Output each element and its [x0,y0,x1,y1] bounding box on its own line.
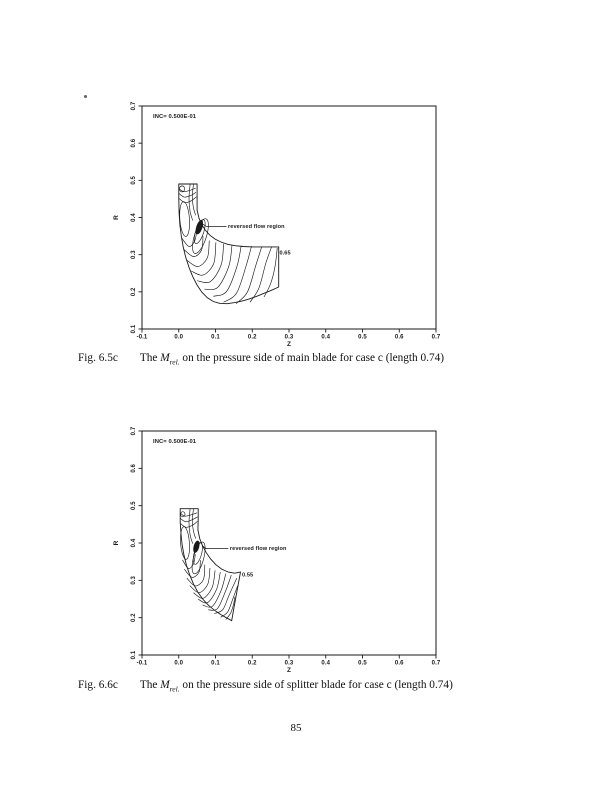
figure-caption-6-6c [78,679,453,693]
x-tick-label: 0.5 [358,334,367,341]
caption-lead: The [139,352,161,364]
y-axis-title: R [113,540,120,546]
y-tick-label: 0.2 [131,287,137,297]
y-tick-label: 0.3 [131,250,138,259]
page-number: 85 [290,722,302,734]
y-tick-label: 0.7 [131,426,137,436]
contour-line [180,513,197,516]
x-tick-label: 0.1 [211,660,220,667]
annotation-leader-line [202,546,228,549]
caption-text [139,679,453,694]
x-tick-label: 0.4 [321,334,331,341]
contour-increment-label: INC= 0.500E-01 [153,114,197,120]
x-axis-title: Z [286,667,292,674]
y-tick-label: 0.1 [131,324,137,334]
y-tick-label: 0.6 [131,464,137,473]
contour-line [264,248,277,297]
contour-loop [179,526,190,559]
contour-line [187,241,210,267]
y-tick-label: 0.5 [131,176,137,185]
contour-value-label: 0.55 [241,572,254,579]
x-tick-label: 0.2 [247,660,257,667]
x-tick-label: 0.7 [431,334,441,341]
x-axis-title: Z [286,341,292,348]
contour-plot-main-blade [100,92,460,354]
contour-line [191,242,216,275]
x-tick-label: 0.3 [284,334,294,341]
x-tick-label: 0.7 [431,660,441,667]
x-tick-label: 0.3 [284,660,294,667]
figure-label: Fig. 6.5c [78,352,118,364]
y-tick-label: 0.4 [131,213,137,222]
contour-line [179,197,196,203]
x-tick-label: -0.1 [136,660,148,667]
y-tick-label: 0.4 [131,538,137,548]
x-tick-label: 0.6 [394,334,404,341]
contour-value-label: 0.65 [279,250,291,257]
stray-ink-dot [84,95,87,98]
x-tick-label: 0.0 [174,334,184,341]
annotation-text: reversed flow region [229,546,287,553]
caption-rest: on the pressure side of splitter blade for case c (length 0.74) [179,679,453,691]
x-tick-label: 0.2 [247,334,257,341]
figure-caption-6-5c [78,352,444,366]
math-variable: M [160,679,170,691]
y-tick-label: 0.5 [131,501,137,510]
contour-line [197,244,224,283]
math-variable: M [160,352,170,364]
contour-line [224,246,252,302]
caption-lead: The [139,679,161,691]
x-tick-label: -0.1 [136,334,148,341]
caption-text [139,352,445,367]
x-tick-label: 0.5 [358,660,367,667]
y-tick-label: 0.1 [131,650,137,660]
x-tick-label: 0.4 [321,660,331,667]
x-tick-label: 0.1 [211,334,220,341]
annotation-leader-line [202,224,226,227]
y-tick-label: 0.3 [131,576,137,585]
figure-label: Fig. 6.6c [78,679,118,691]
blade-outline [179,184,279,304]
y-tick-label: 0.2 [131,613,137,622]
math-subscript: rel. [169,684,180,694]
contour-plot-splitter-blade [100,418,460,680]
y-tick-label: 0.6 [131,138,137,148]
axes-frame [142,106,436,329]
contour-line [208,575,231,610]
contour-increment-label: INC= 0.500E-01 [153,439,197,445]
annotation-text: reversed flow region [227,223,285,230]
y-axis-title: R [113,215,120,220]
x-tick-label: 0.0 [174,660,184,667]
caption-rest: on the pressure side of main blade for case c (length 0.74) [179,352,445,364]
math-subscript: rel. [169,357,180,367]
contour-line [179,192,196,197]
y-tick-label: 0.7 [131,101,137,111]
x-tick-label: 0.6 [394,660,404,667]
reversed-flow-blob [192,540,201,554]
axes-frame [142,431,436,655]
